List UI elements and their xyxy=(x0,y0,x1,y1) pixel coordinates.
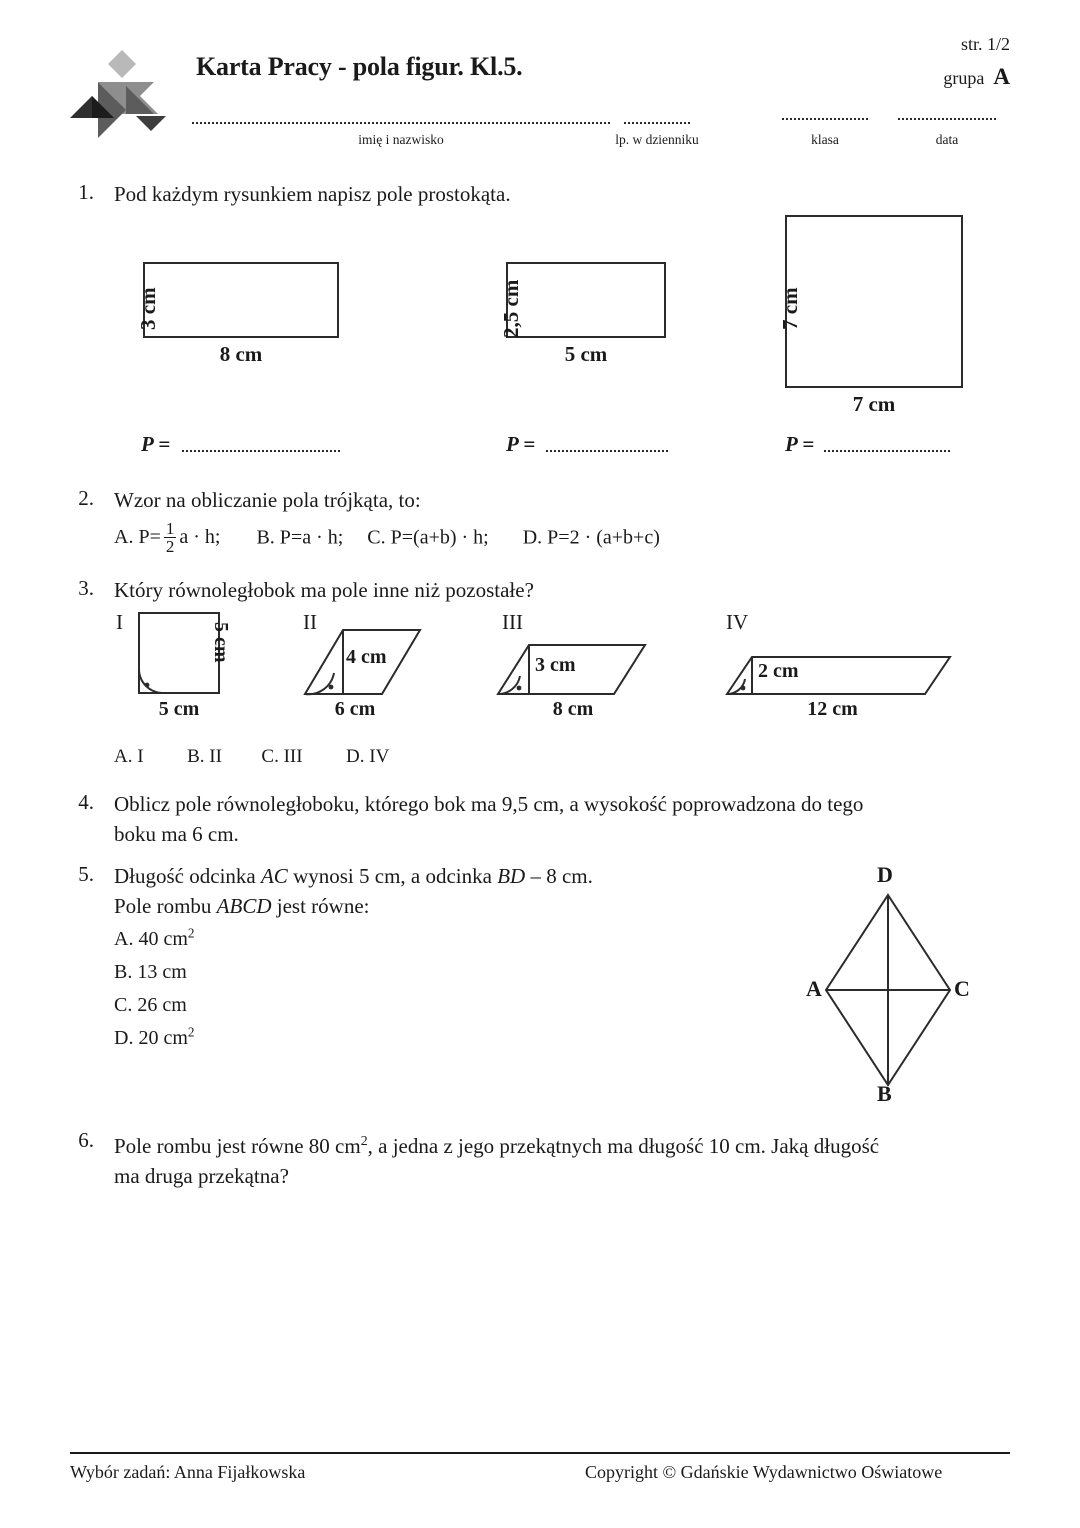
segment-ac-label: AC xyxy=(260,864,288,888)
footer-copyright: Copyright © Gdańskie Wydawnictwo Oświatowe xyxy=(585,1462,943,1482)
t5-l2-b: jest równe: xyxy=(271,894,370,918)
task-3-figure-4-roman: IV xyxy=(726,610,749,634)
task-3-figure-2-height-label: 4 cm xyxy=(346,646,387,668)
task-5-line-1 xyxy=(114,862,754,891)
name-field-caption: imię i nazwisko xyxy=(358,132,444,147)
task-1-text: Pod każdym rysunkiem napisz pole prostokąta. xyxy=(114,182,511,206)
task-5-option-a-exponent: 2 xyxy=(187,925,195,941)
task-2-option-a[interactable]: A. P= $\frac{1}{2}$ a · h; xyxy=(114,519,221,557)
t5-l1-a: Długość odcinka xyxy=(114,864,261,888)
t5-l1-c: – 8 cm. xyxy=(525,864,593,888)
rhombus-vertex-d: D xyxy=(877,862,893,887)
task-4-number: 4. xyxy=(78,790,94,814)
t6-l1-exponent: 2 xyxy=(360,1133,368,1148)
task-1-rect-2-height-label: 2,5 cm xyxy=(499,279,523,338)
task-1-rect-3-height-label: 7 cm xyxy=(778,287,802,330)
task-3-answer-c[interactable]: C. III xyxy=(261,746,303,767)
task-6-line-2: ma druga przekątna? xyxy=(114,1164,289,1188)
task-5-option-b[interactable] xyxy=(114,961,187,984)
task-1-rectangle-1 xyxy=(143,262,339,338)
page-number-label: str. 1/2 xyxy=(960,34,1010,54)
segment-bd-label: BD xyxy=(497,864,526,888)
t5-l2-a: Pole rombu xyxy=(114,894,217,918)
task-5-option-c[interactable] xyxy=(114,994,187,1017)
task-3-answer-b[interactable]: B. II xyxy=(187,746,222,767)
rhombus-vertex-a: A xyxy=(806,976,822,1001)
task-1-rect-1-height-label: 3 cm xyxy=(136,287,160,330)
task-4-line-2: boku ma 6 cm. xyxy=(114,822,239,846)
task-5-option-a[interactable] xyxy=(114,925,195,951)
task-5-number: 5. xyxy=(78,862,94,886)
task-3-figure-1-base-label: 5 cm xyxy=(158,698,200,720)
task-3-text: Który równoległobok ma pole inne niż pozostałe? xyxy=(114,578,534,602)
task-1-rectangle-2 xyxy=(506,262,666,338)
task-6-number: 6. xyxy=(78,1128,94,1152)
t5-l1-b: wynosi 5 cm, a odcinka xyxy=(287,864,498,888)
grupa-word: grupa xyxy=(943,68,985,88)
task-5-option-c-letter: C. xyxy=(114,994,133,1016)
task-5-option-b-letter: B. xyxy=(114,961,133,983)
task-5-option-c-value: 26 cm xyxy=(137,994,187,1016)
task-5-option-b-value: 13 cm xyxy=(137,961,187,983)
task-1-rect-1-width-label: 8 cm xyxy=(219,342,263,366)
task-1-answer-line-2[interactable] xyxy=(546,450,668,452)
task-3-figure-4-height-label: 2 cm xyxy=(758,660,799,682)
task-5-rhombus-diagram xyxy=(818,890,968,1090)
rhombus-abcd-label: ABCD xyxy=(216,894,272,918)
task-3-number: 3. xyxy=(78,576,94,600)
task-3-answer-d[interactable]: D. IV xyxy=(346,746,390,767)
one-half-fraction: $\frac{1}{2}$ xyxy=(165,519,175,557)
task-5-option-a-value: 40 cm xyxy=(138,928,188,950)
task-3-answers xyxy=(114,746,389,768)
class-field-line[interactable] xyxy=(782,118,868,120)
task-3-figure-3-roman: III xyxy=(502,610,523,634)
date-field-caption: data xyxy=(935,132,959,147)
task-3-figure-3-height-label: 3 cm xyxy=(535,654,576,676)
task-2-option-c[interactable]: C. P=(a+b) · h; xyxy=(367,526,489,549)
task-2-text: Wzor na obliczanie pola trójkąta, to: xyxy=(114,488,421,512)
tangram-running-figure-logo xyxy=(62,32,182,140)
task-1-answer-line-1[interactable] xyxy=(182,450,340,452)
task-3-figure-2-base-label: 6 cm xyxy=(334,698,376,720)
task-3-figure-4-base-label: 12 cm xyxy=(807,698,858,720)
task-2-options xyxy=(114,521,660,557)
footer-author: Wybór zadań: Anna Fijałkowska xyxy=(70,1462,306,1482)
task-6-line-1 xyxy=(114,1132,994,1161)
task-3-figure-1-roman: I xyxy=(116,610,123,634)
task-5-option-d-letter: D. xyxy=(114,1027,134,1049)
page-title: Karta Pracy - pola figur. Kl.5. xyxy=(196,52,523,81)
task-3-figure-1-height-label: 5 cm xyxy=(210,622,232,663)
task-1-answer-prefix-3: P = xyxy=(785,432,815,456)
task-5-line-2 xyxy=(114,892,754,921)
task-5-option-d-value: 20 cm xyxy=(138,1027,188,1049)
group-label xyxy=(860,64,1010,90)
task-5-option-d[interactable] xyxy=(114,1024,195,1050)
task-1-answer-line-3[interactable] xyxy=(824,450,950,452)
journal-number-field-line[interactable] xyxy=(624,122,690,124)
task-4-line-1: Oblicz pole równoległoboku, którego bok ma 9,5 cm, a wysokość poprowadzona do tego xyxy=(114,792,864,816)
task-3-answer-a[interactable]: A. I xyxy=(114,746,144,767)
footer-divider xyxy=(70,1452,1010,1454)
task-1-answer-prefix-2: P = xyxy=(506,432,536,456)
task-2-option-d[interactable]: D. P=2 · (a+b+c) xyxy=(522,526,660,549)
task-1-answer-prefix-1: P = xyxy=(141,432,171,456)
rhombus-vertex-b: B xyxy=(877,1081,892,1106)
task-1-rect-3-width-label: 7 cm xyxy=(852,392,896,416)
t6-l1-a: Pole rombu jest równe 80 cm xyxy=(114,1134,361,1158)
grupa-value: A xyxy=(993,64,1010,89)
name-field-line[interactable] xyxy=(192,122,610,124)
task-1-rectangle-3 xyxy=(785,215,963,388)
task-5-option-a-letter: A. xyxy=(114,928,134,950)
task-2-option-b[interactable]: B. P=a · h; xyxy=(256,526,344,549)
task-2-number: 2. xyxy=(78,486,94,510)
rhombus-vertex-c: C xyxy=(954,976,970,1001)
task-5-option-d-exponent: 2 xyxy=(187,1024,195,1040)
task-3-figure-2-roman: II xyxy=(303,610,317,634)
class-field-caption: klasa xyxy=(811,132,839,147)
date-field-line[interactable] xyxy=(898,118,996,120)
task-3-figure-3-base-label: 8 cm xyxy=(552,698,594,720)
task-1-rect-2-width-label: 5 cm xyxy=(564,342,608,366)
task-1-number: 1. xyxy=(78,180,94,204)
t6-l1-b: , a jedna z jego przekątnych ma długość 10 cm. Jaką długość xyxy=(367,1134,880,1158)
journal-number-caption: lp. w dzienniku xyxy=(615,132,699,147)
